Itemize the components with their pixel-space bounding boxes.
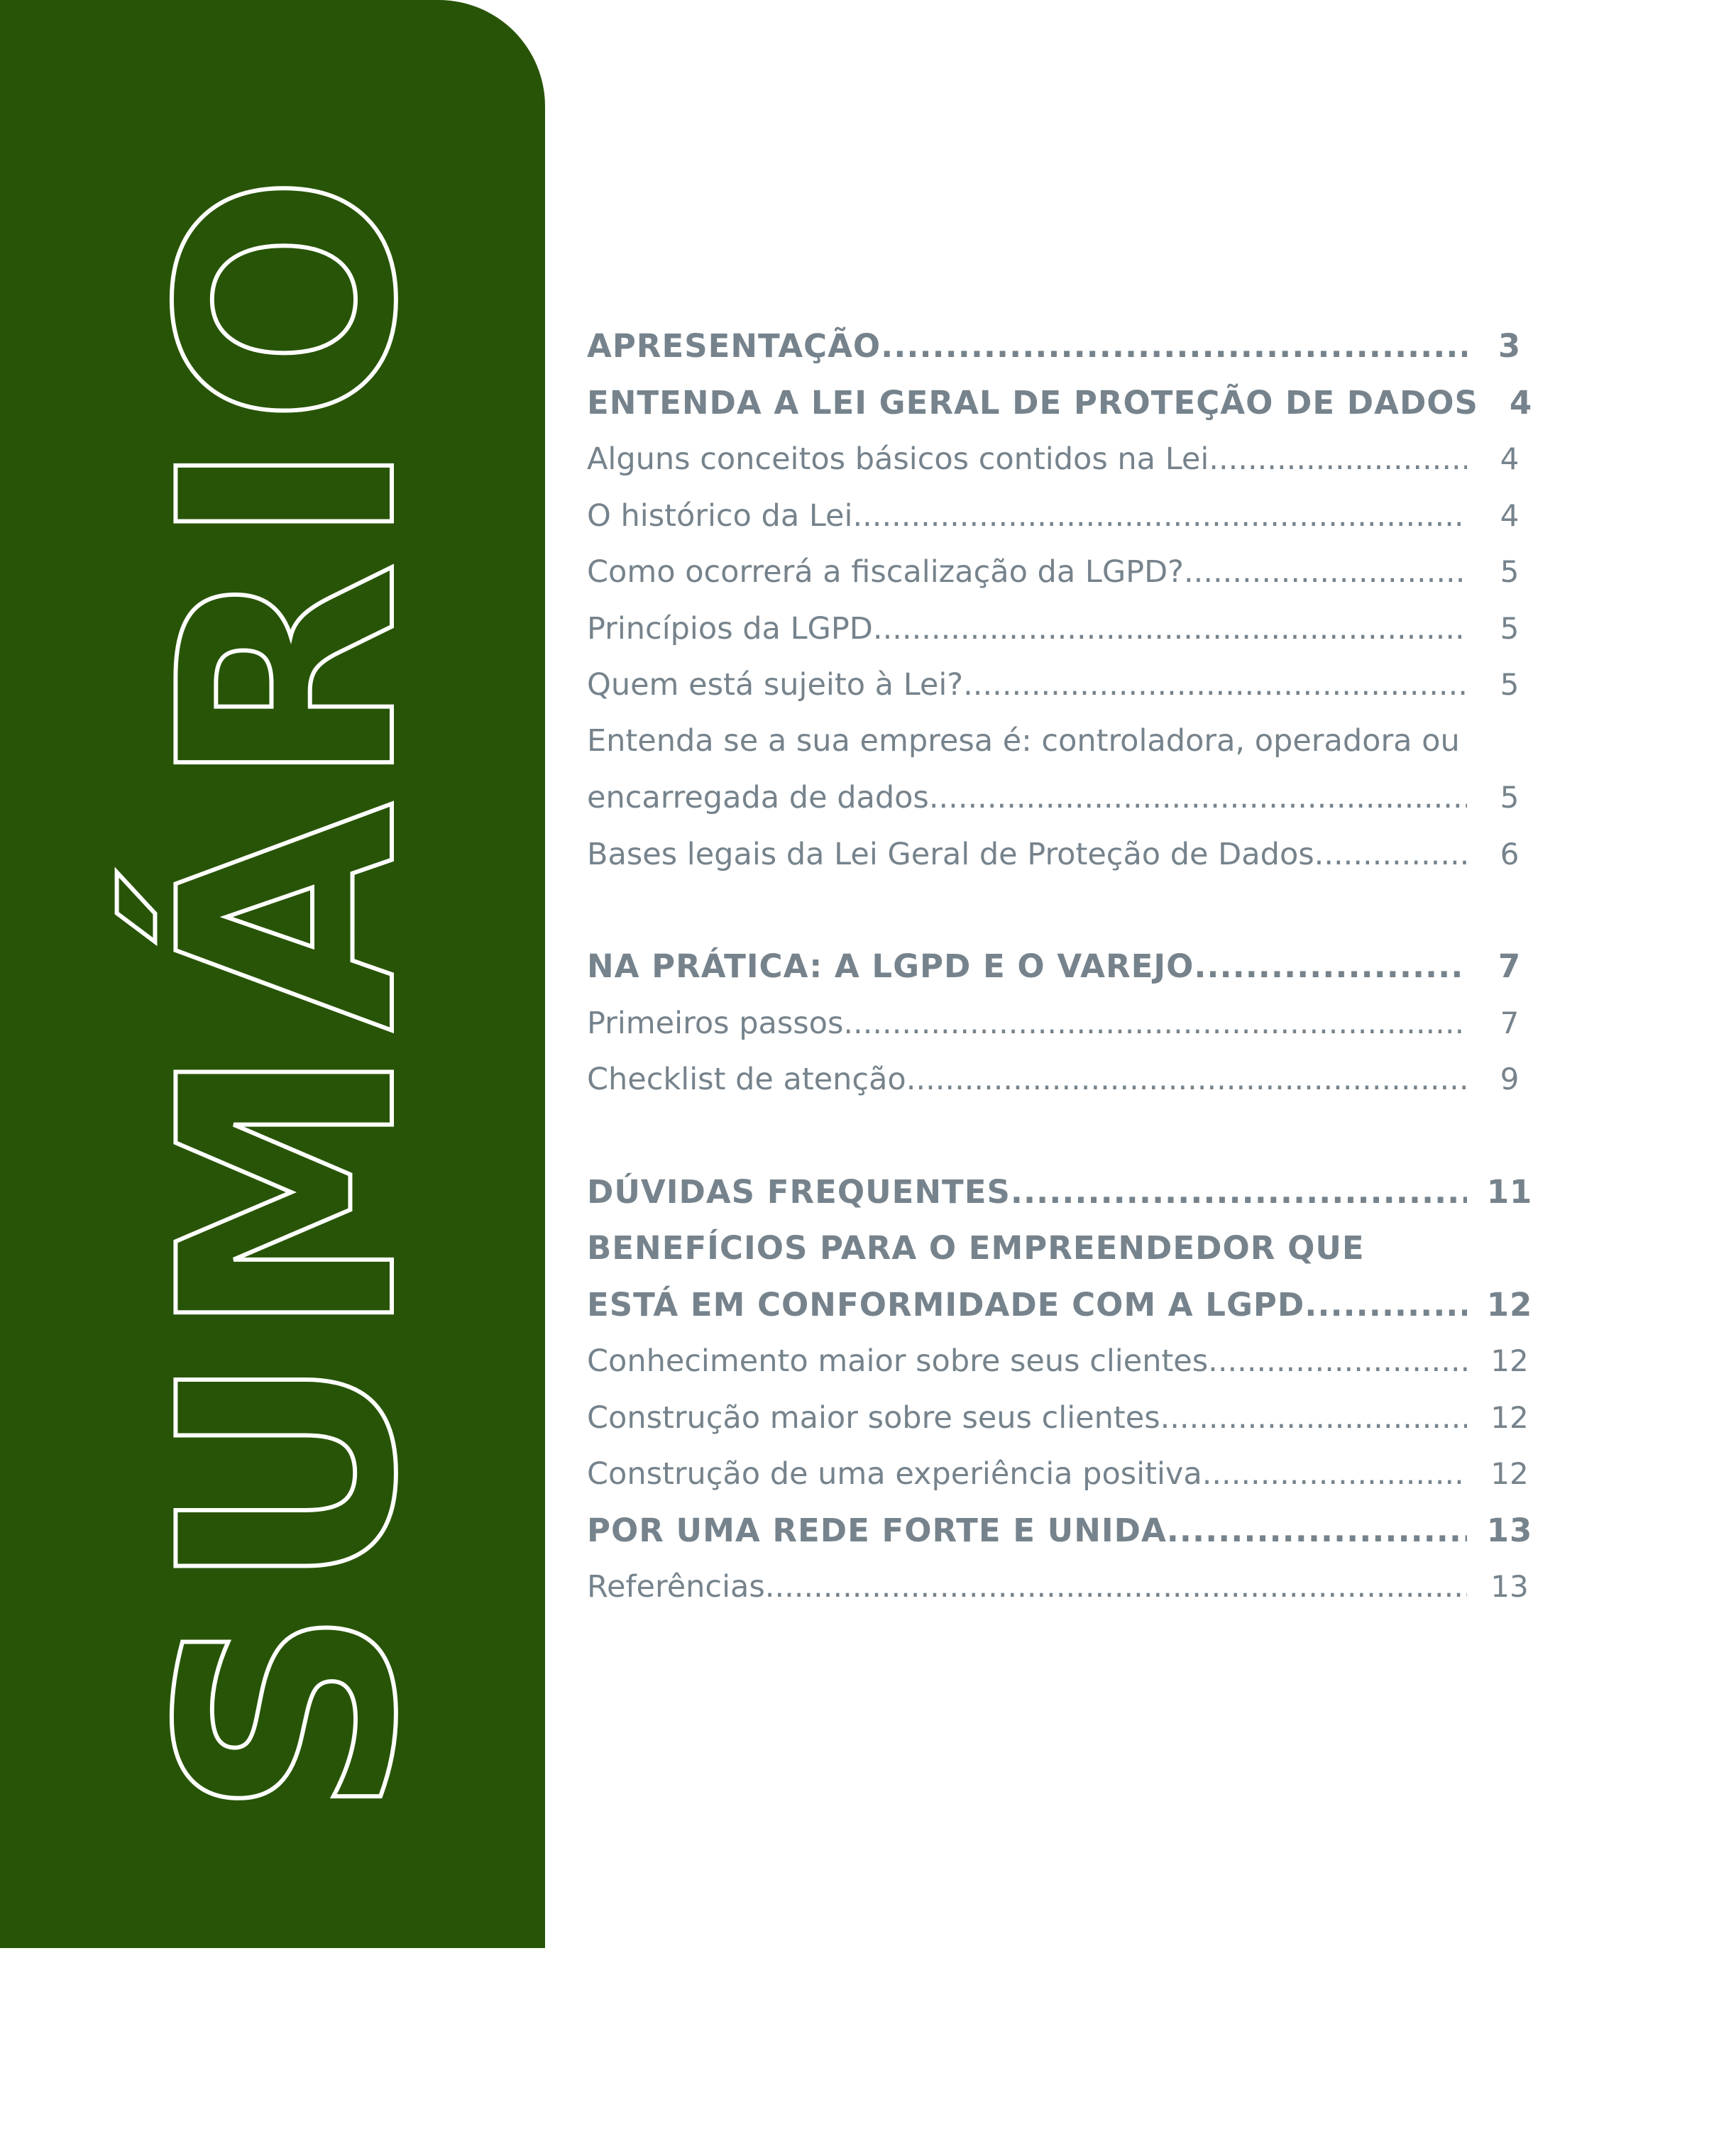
toc-entry-label: ENTENDA A LEI GERAL DE PROTEÇÃO DE DADOS xyxy=(587,383,1478,422)
toc-entry[interactable] xyxy=(587,544,1552,600)
toc-entry-label: DÚVIDAS FREQUENTES xyxy=(587,1172,1011,1211)
toc-entry[interactable] xyxy=(587,1051,1552,1108)
toc-entry-label: POR UMA REDE FORTE E UNIDA xyxy=(587,1511,1167,1549)
toc-entry-label: NA PRÁTICA: A LGPD E O VAREJO xyxy=(587,947,1194,985)
leader-dots xyxy=(1160,1390,1467,1447)
toc-entry-label: APRESENTAÇÃO xyxy=(587,327,881,365)
toc-entry-page: 13 xyxy=(1490,1569,1529,1604)
toc-entry-page: 7 xyxy=(1498,947,1522,985)
leader-dots xyxy=(1167,1502,1467,1559)
toc-entry-page: 9 xyxy=(1500,1062,1520,1096)
toc-entry-page: 3 xyxy=(1498,327,1522,365)
toc-entry-label: Alguns conceitos básicos contidos na Lei xyxy=(587,441,1209,477)
toc-entry-page: 5 xyxy=(1500,554,1520,589)
leader-dots xyxy=(1209,431,1467,488)
page-title: SUMÁRIO xyxy=(116,160,462,1820)
leader-dots xyxy=(929,770,1467,827)
leader-dots xyxy=(1184,544,1467,601)
leader-dots xyxy=(1194,938,1467,995)
toc-entry[interactable] xyxy=(587,826,1552,883)
toc-entry[interactable] xyxy=(587,600,1552,657)
toc-entry-label: Princípios da LGPD xyxy=(587,610,873,647)
leader-dots xyxy=(881,318,1467,375)
toc-entry[interactable] xyxy=(587,488,1552,544)
toc-entry[interactable] xyxy=(587,938,1552,995)
toc-entry-page: 13 xyxy=(1486,1511,1533,1549)
toc-entry-page: 7 xyxy=(1500,1005,1520,1040)
toc-entry-page: 5 xyxy=(1500,780,1520,815)
sidebar-title-panel xyxy=(0,0,545,1948)
toc-entry-label: Construção de uma experiência positiva xyxy=(587,1456,1202,1492)
toc-entry[interactable] xyxy=(587,656,1552,713)
leader-dots xyxy=(873,601,1467,658)
toc-entry-label: Checklist de atenção xyxy=(587,1062,906,1097)
toc-entry-page: 12 xyxy=(1490,1343,1529,1378)
toc-entry-label: Bases legais da Lei Geral de Proteção de Dados xyxy=(587,836,1314,872)
toc-entry-page: 4 xyxy=(1500,497,1520,533)
leader-dots xyxy=(843,996,1467,1052)
toc-entry-label: encarregada de dados xyxy=(587,780,929,815)
toc-entry[interactable] xyxy=(587,769,1552,826)
toc-entry-page: 12 xyxy=(1490,1456,1529,1491)
table-of-contents xyxy=(587,318,1552,1615)
toc-entry-page: 12 xyxy=(1486,1285,1533,1324)
leader-dots xyxy=(765,1559,1467,1616)
toc-entry-page: 6 xyxy=(1500,836,1520,871)
toc-entry-label: Primeiros passos xyxy=(587,1005,844,1041)
toc-entry[interactable] xyxy=(587,1333,1552,1390)
toc-entry[interactable] xyxy=(587,318,1552,375)
toc-entry[interactable] xyxy=(587,375,1552,431)
toc-entry[interactable] xyxy=(587,1502,1552,1559)
toc-entry[interactable] xyxy=(587,431,1552,488)
toc-entry-page: 5 xyxy=(1500,667,1520,702)
leader-dots xyxy=(906,1052,1467,1109)
toc-entry-label: Conhecimento maior sobre seus clientes xyxy=(587,1343,1209,1379)
toc-entry-page: 12 xyxy=(1490,1399,1529,1435)
toc-entry[interactable] xyxy=(587,1446,1552,1502)
leader-dots xyxy=(963,657,1467,714)
toc-entry-page: 4 xyxy=(1500,441,1520,476)
toc-entry-label: Como ocorrerá a fiscalização da LGPD? xyxy=(587,554,1184,590)
toc-entry-label-line1: Entenda se a sua empresa é: controladora, operadora ou xyxy=(587,722,1460,759)
leader-dots xyxy=(852,488,1467,545)
toc-entry-page: 4 xyxy=(1509,383,1533,422)
toc-entry-label: Construção maior sobre seus clientes xyxy=(587,1399,1160,1436)
toc-entry[interactable] xyxy=(587,1164,1552,1221)
toc-entry-label: O histórico da Lei xyxy=(587,497,853,534)
title-svg xyxy=(0,0,545,1948)
toc-entry-label: Quem está sujeito à Lei? xyxy=(587,667,964,703)
toc-entry-label: ESTÁ EM CONFORMIDADE COM A LGPD xyxy=(587,1285,1305,1324)
leader-dots xyxy=(1202,1446,1467,1503)
toc-entry[interactable] xyxy=(587,995,1552,1052)
toc-entry-label-line1: BENEFÍCIOS PARA O EMPREENDEDOR QUE xyxy=(587,1229,1365,1267)
leader-dots xyxy=(1011,1164,1467,1221)
toc-entry[interactable] xyxy=(587,1390,1552,1446)
leader-dots xyxy=(1314,827,1467,884)
toc-entry-page: 11 xyxy=(1486,1172,1533,1211)
toc-entry[interactable] xyxy=(587,1277,1552,1333)
leader-dots xyxy=(1208,1333,1467,1390)
leader-dots xyxy=(1304,1277,1467,1333)
toc-entry-label: Referências xyxy=(587,1569,765,1605)
toc-entry-page: 5 xyxy=(1500,610,1520,646)
toc-entry[interactable] xyxy=(587,1558,1552,1615)
